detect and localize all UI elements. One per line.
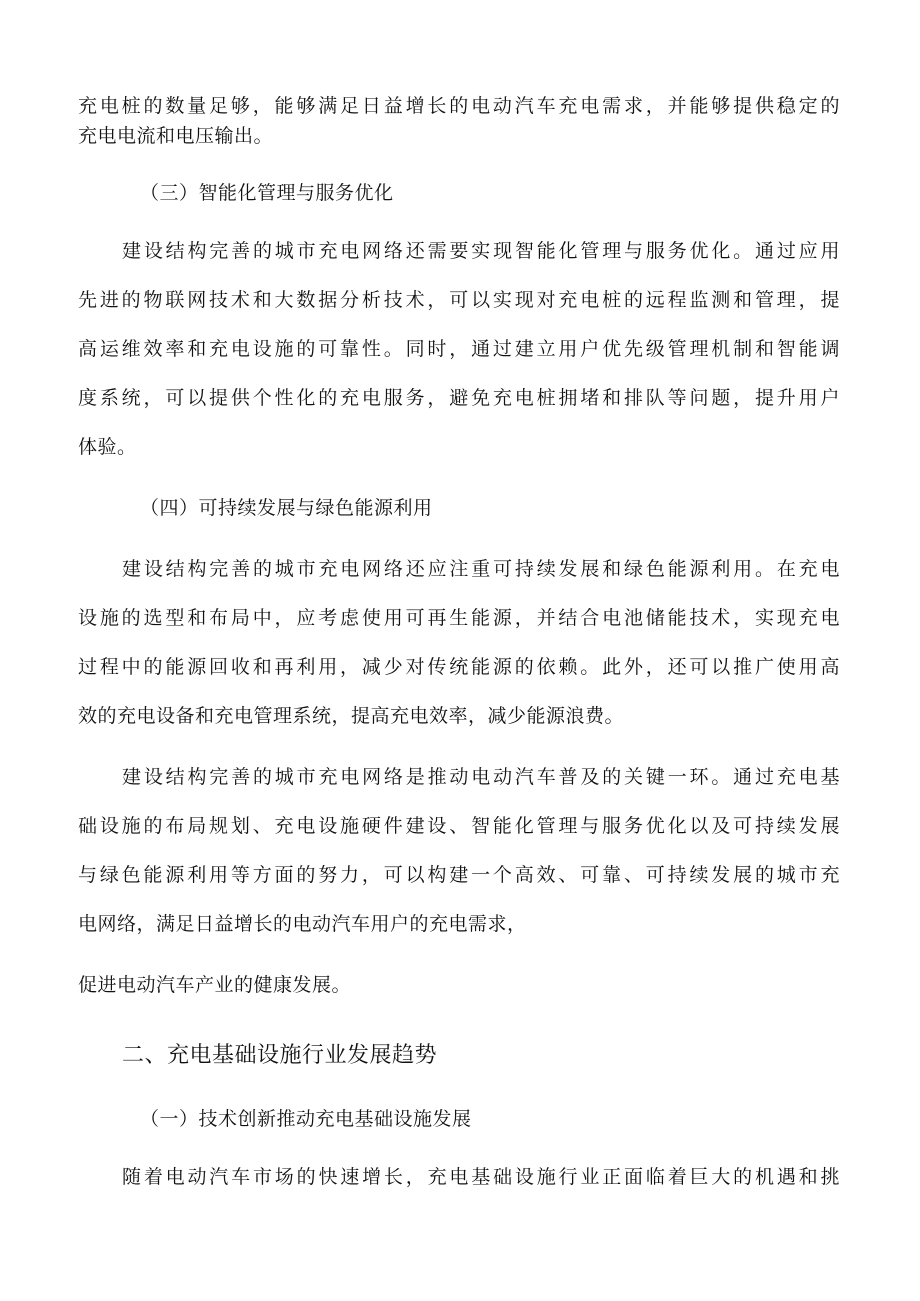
paragraph-5-line-4: 电网络，满足日益增长的电动汽车用户的充电需求， [78, 913, 527, 935]
paragraph-4-line-1: 建设结构完善的城市充电网络还应注重可持续发展和绿色能源利用。在充电 [122, 558, 840, 580]
paragraph-4-line-3: 过程中的能源回收和再利用，减少对传统能源的依赖。此外，还可以推广使用高 [78, 656, 840, 678]
subheading-4: （四）可持续发展与绿色能源利用 [140, 497, 433, 519]
paragraph-5-line-2: 础设施的布局规划、充电设施硬件建设、智能化管理与服务优化以及可持续发展 [78, 815, 840, 837]
paragraph-5-line-1: 建设结构完善的城市充电网络是推动电动汽车普及的关键一环。通过充电基 [122, 766, 840, 788]
paragraph-5-line-3: 与绿色能源利用等方面的努力，可以构建一个高效、可靠、可持续发展的城市充 [78, 864, 840, 886]
paragraph-intro-line-1: 充电桩的数量足够，能够满足日益增长的电动汽车充电需求，并能够提供稳定的 [78, 95, 840, 117]
paragraph-intro-line-2: 充电电流和电压输出。 [78, 125, 274, 147]
paragraph-3-line-5: 体验。 [78, 436, 137, 458]
paragraph-3-line-4: 度系统，可以提供个性化的充电服务，避免充电桩拥堵和排队等问题，提升用户 [78, 387, 840, 409]
paragraph-4-line-2: 设施的选型和布局中，应考虑使用可再生能源，并结合电池储能技术，实现充电 [78, 607, 840, 629]
paragraph-3-line-1: 建设结构完善的城市充电网络还需要实现智能化管理与服务优化。通过应用 [122, 240, 840, 262]
paragraph-3-line-2: 先进的物联网技术和大数据分析技术，可以实现对充电桩的远程监测和管理，提 [78, 289, 840, 311]
subheading-3: （三）智能化管理与服务优化 [140, 182, 394, 204]
paragraph-4-line-4: 效的充电设备和充电管理系统，提高充电效率，减少能源浪费。 [78, 705, 625, 727]
subheading-2-1: （一）技术创新推动充电基础设施发展 [140, 1108, 472, 1130]
paragraph-7-line-1: 随着电动汽车市场的快速增长，充电基础设施行业正面临着巨大的机遇和挑 [122, 1166, 840, 1188]
paragraph-6: 促进电动汽车产业的健康发展。 [78, 974, 352, 996]
section-heading-2: 二、充电基础设施行业发展趋势 [122, 1043, 438, 1068]
paragraph-3-line-3: 高运维效率和充电设施的可靠性。同时，通过建立用户优先级管理机制和智能调 [78, 338, 840, 360]
